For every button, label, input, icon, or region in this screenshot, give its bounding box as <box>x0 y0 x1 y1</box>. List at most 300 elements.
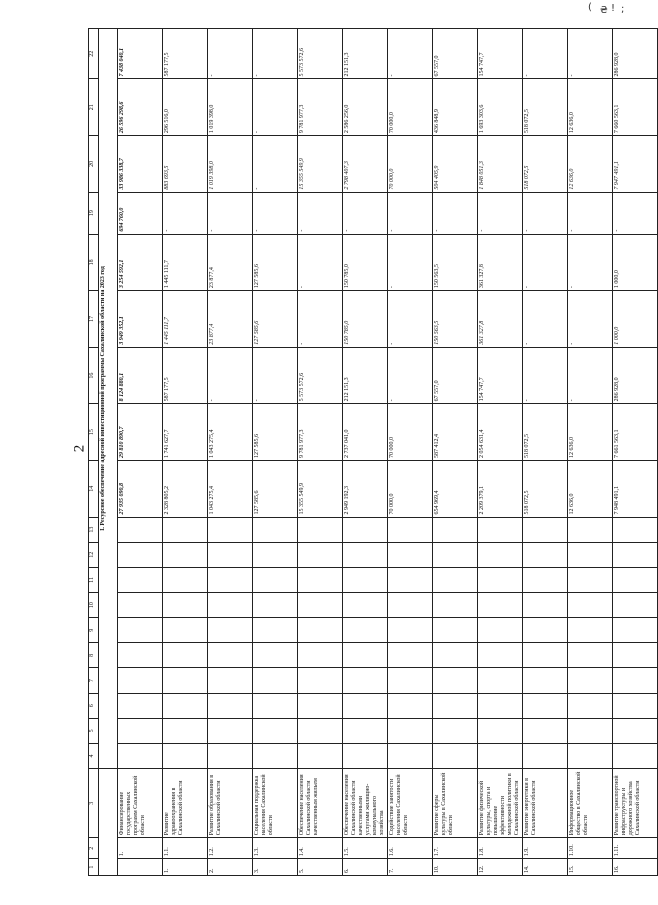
value-cell: 150 563,5 <box>433 234 478 291</box>
empty-cell <box>568 593 613 618</box>
empty-cell <box>433 517 478 542</box>
column-number: 1 <box>89 859 99 876</box>
empty-cell <box>298 567 343 592</box>
empty-cell <box>613 567 658 592</box>
empty-cell <box>433 718 478 743</box>
column-number: 22 <box>89 29 99 79</box>
empty-cell <box>118 618 163 643</box>
empty-cell <box>388 693 433 718</box>
value-cell: - <box>523 291 568 348</box>
row-number-cell: 14. <box>523 859 568 876</box>
value-cell: - <box>388 29 433 79</box>
value-cell: 26 596 298,6 <box>118 79 163 136</box>
empty-cell <box>568 618 613 643</box>
value-cell: 127 585,6 <box>253 460 298 517</box>
value-cell: - <box>253 29 298 79</box>
value-cell: - <box>388 192 433 234</box>
empty-cell <box>433 693 478 718</box>
value-cell: 1 019 398,0 <box>208 136 253 193</box>
empty-cell <box>613 668 658 693</box>
program-name-cell: Развитие здравоохранения в Сахалинской области <box>163 769 208 838</box>
empty-cell <box>523 593 568 618</box>
empty-cell <box>433 567 478 592</box>
empty-cell <box>163 643 208 668</box>
empty-cell <box>343 542 388 567</box>
column-number: 20 <box>89 136 99 193</box>
empty-cell <box>568 743 613 768</box>
column-number: 8 <box>89 643 99 668</box>
empty-cell <box>118 567 163 592</box>
empty-cell <box>298 718 343 743</box>
empty-cell <box>118 542 163 567</box>
table-row <box>523 29 568 876</box>
row-number-cell: 10. <box>433 859 478 876</box>
empty-cell <box>298 743 343 768</box>
empty-cell <box>523 668 568 693</box>
value-cell: - <box>568 234 613 291</box>
empty-cell <box>208 542 253 567</box>
value-cell: 2 798 407,3 <box>343 136 388 193</box>
value-cell: 5 573 572,6 <box>298 347 343 404</box>
empty-cell <box>523 517 568 542</box>
empty-cell <box>208 668 253 693</box>
value-cell: 127 585,6 <box>253 404 298 461</box>
row-number-cell: 1.5. <box>343 838 388 859</box>
value-cell: 15 355 549,9 <box>298 136 343 193</box>
value-cell: 694 760,0 <box>118 192 163 234</box>
value-cell: 29 810 890,7 <box>118 404 163 461</box>
empty-cell <box>253 693 298 718</box>
empty-cell <box>163 668 208 693</box>
empty-cell <box>523 542 568 567</box>
value-cell: - <box>208 192 253 234</box>
program-name-cell: Развитие транспортной инфраструктуры и дорожного хозяйства Сахалинской области <box>613 769 658 838</box>
value-cell: 286 928,0 <box>613 347 658 404</box>
value-cell: 70 000,0 <box>388 460 433 517</box>
empty-cell <box>163 567 208 592</box>
empty-cell <box>253 567 298 592</box>
value-cell: 2 586 256,0 <box>343 79 388 136</box>
empty-cell <box>343 567 388 592</box>
empty-cell <box>523 567 568 592</box>
row-number-cell: 16. <box>613 859 658 876</box>
value-cell: 23 877,4 <box>208 291 253 348</box>
value-cell: - <box>568 29 613 79</box>
program-name-cell: Социальная поддержка населения Сахалинской области <box>253 769 298 838</box>
empty-cell <box>478 693 523 718</box>
empty-cell <box>118 517 163 542</box>
value-cell: - <box>388 291 433 348</box>
value-cell: - <box>523 347 568 404</box>
column-number: 10 <box>89 593 99 618</box>
value-cell: 587 177,5 <box>163 29 208 79</box>
empty-cell <box>208 743 253 768</box>
value-cell: - <box>253 79 298 136</box>
column-number-row <box>89 29 99 876</box>
empty-cell <box>343 593 388 618</box>
empty-cell <box>298 593 343 618</box>
empty-cell <box>343 718 388 743</box>
empty-cell <box>208 593 253 618</box>
table-row <box>118 29 163 876</box>
value-cell: 15 355 549,9 <box>298 460 343 517</box>
value-cell: - <box>568 347 613 404</box>
title-spacer <box>99 769 118 876</box>
empty-cell <box>388 743 433 768</box>
row-number-cell: 1.2. <box>208 838 253 859</box>
empty-cell <box>253 743 298 768</box>
value-cell: 1 848 051,3 <box>478 136 523 193</box>
value-cell: 7 661 563,1 <box>613 404 658 461</box>
table-row <box>613 29 658 876</box>
value-cell: 286 928,0 <box>613 29 658 79</box>
value-cell: 150 785,0 <box>343 234 388 291</box>
empty-cell <box>163 517 208 542</box>
value-cell: 9 781 977,3 <box>298 79 343 136</box>
column-number: 16 <box>89 347 99 404</box>
empty-cell <box>208 718 253 743</box>
value-cell: 150 785,0 <box>343 291 388 348</box>
column-number: 5 <box>89 718 99 743</box>
column-number: 17 <box>89 291 99 348</box>
value-cell: 67 557,0 <box>433 347 478 404</box>
table-row <box>343 29 388 876</box>
empty-cell <box>478 643 523 668</box>
row-number-cell: 1. <box>118 838 163 859</box>
value-cell: 70 000,0 <box>388 136 433 193</box>
empty-cell <box>568 517 613 542</box>
value-cell: 27 935 090,8 <box>118 460 163 517</box>
value-cell: 150 563,5 <box>433 291 478 348</box>
row-number-cell: 15. <box>568 859 613 876</box>
empty-cell <box>568 643 613 668</box>
empty-cell <box>478 567 523 592</box>
empty-cell <box>253 517 298 542</box>
table-row <box>163 29 208 876</box>
empty-cell <box>163 593 208 618</box>
empty-cell <box>118 718 163 743</box>
value-cell: - <box>568 192 613 234</box>
program-name-cell: Развитие сферы культуры в Сахалинской области <box>433 769 478 838</box>
value-cell: 2 328 805,2 <box>163 460 208 517</box>
program-name-cell: Обеспечение населения Сахалинской области качественными услугами жилищно-коммунального хозяйства <box>343 769 388 838</box>
value-cell: 12 636,0 <box>568 79 613 136</box>
empty-cell <box>388 593 433 618</box>
empty-cell <box>343 743 388 768</box>
value-cell: - <box>208 347 253 404</box>
value-cell: 7 660 563,1 <box>613 79 658 136</box>
empty-cell <box>118 693 163 718</box>
column-number: 11 <box>89 567 99 592</box>
empty-cell <box>613 718 658 743</box>
empty-cell <box>343 693 388 718</box>
program-name-cell: Развитие энергетики в Сахалинской области <box>523 769 568 838</box>
value-cell: 883 693,5 <box>163 136 208 193</box>
value-cell: - <box>523 29 568 79</box>
empty-cell <box>523 618 568 643</box>
value-cell: 3 949 352,1 <box>118 291 163 348</box>
empty-cell <box>253 668 298 693</box>
empty-cell <box>343 618 388 643</box>
value-cell: 1 445 111,7 <box>163 291 208 348</box>
value-cell: - <box>298 234 343 291</box>
value-cell: 3 254 592,1 <box>118 234 163 291</box>
empty-cell <box>298 668 343 693</box>
value-cell: 436 848,9 <box>433 79 478 136</box>
value-cell: 70 000,0 <box>388 404 433 461</box>
table-row <box>478 29 523 876</box>
row-number-cell: 1.1. <box>163 838 208 859</box>
column-number: 7 <box>89 668 99 693</box>
value-cell: - <box>253 347 298 404</box>
rotated-table-wrapper <box>88 28 641 876</box>
program-name-cell: Развитие образования в Сахалинской области <box>208 769 253 838</box>
value-cell: 2 054 631,4 <box>478 404 523 461</box>
empty-cell <box>298 542 343 567</box>
empty-cell <box>613 743 658 768</box>
value-cell: 12 636,0 <box>568 460 613 517</box>
value-cell: 518 072,5 <box>523 460 568 517</box>
column-number: 15 <box>89 404 99 461</box>
value-cell: 518 072,5 <box>523 404 568 461</box>
table-title: I. Ресурсное обеспечение адресной инвестиционной программы Сахалинской области на 2023 год <box>99 29 118 769</box>
column-number: 3 <box>89 769 99 838</box>
table-row <box>568 29 613 876</box>
empty-cell <box>298 517 343 542</box>
page-number: 2 <box>71 444 88 453</box>
empty-cell <box>613 542 658 567</box>
value-cell: 296 516,0 <box>163 79 208 136</box>
value-cell: 7 948 491,1 <box>613 460 658 517</box>
empty-cell <box>388 567 433 592</box>
empty-cell <box>433 542 478 567</box>
value-cell: 12 636,0 <box>568 136 613 193</box>
empty-cell <box>613 517 658 542</box>
empty-cell <box>568 718 613 743</box>
value-cell: 5 573 572,6 <box>298 29 343 79</box>
title-row <box>99 29 118 876</box>
column-number: 14 <box>89 460 99 517</box>
value-cell: 33 986 338,7 <box>118 136 163 193</box>
row-number-cell: 1.9. <box>523 838 568 859</box>
value-cell: - <box>433 192 478 234</box>
empty-cell <box>253 643 298 668</box>
row-number-cell <box>118 859 163 876</box>
column-number: 4 <box>89 743 99 768</box>
column-number: 21 <box>89 79 99 136</box>
value-cell: 212 151,3 <box>343 29 388 79</box>
value-cell: - <box>523 192 568 234</box>
speck: ₴ <box>600 5 608 16</box>
value-cell: 8 124 880,1 <box>118 347 163 404</box>
table-row <box>208 29 253 876</box>
value-cell: 154 747,7 <box>478 347 523 404</box>
empty-cell <box>568 567 613 592</box>
empty-cell <box>433 743 478 768</box>
empty-cell <box>478 743 523 768</box>
empty-cell <box>208 567 253 592</box>
row-number-cell: 1.8. <box>478 838 523 859</box>
row-number-cell: 1.4. <box>298 838 343 859</box>
empty-cell <box>208 618 253 643</box>
value-cell: 1 019 398,0 <box>208 79 253 136</box>
value-cell: - <box>343 192 388 234</box>
value-cell: - <box>208 29 253 79</box>
value-cell: 587 177,5 <box>163 347 208 404</box>
table-row <box>388 29 433 876</box>
empty-cell <box>388 618 433 643</box>
empty-cell <box>478 718 523 743</box>
program-name-cell: Развитие физической культуры, спорта и повышение эффективности молодежной политики в Сахалинской области <box>478 769 523 838</box>
empty-cell <box>253 618 298 643</box>
row-number-cell: 1.11. <box>613 838 658 859</box>
value-cell: - <box>298 192 343 234</box>
value-cell: - <box>523 234 568 291</box>
value-cell: 67 557,0 <box>433 29 478 79</box>
empty-cell <box>433 618 478 643</box>
value-cell: 1 693 303,6 <box>478 79 523 136</box>
speck: ( <box>588 2 592 13</box>
row-number-cell: 1.6. <box>388 838 433 859</box>
empty-cell <box>343 668 388 693</box>
row-number-cell: 1.7. <box>433 838 478 859</box>
empty-cell <box>208 643 253 668</box>
empty-cell <box>568 542 613 567</box>
empty-cell <box>478 517 523 542</box>
value-cell: 212 151,3 <box>343 347 388 404</box>
row-number-cell: 5. <box>298 859 343 876</box>
program-name-cell: Финансирование государственных программ Сахалинской области <box>118 769 163 838</box>
speck: ! <box>611 3 616 14</box>
value-cell: 518 072,5 <box>523 136 568 193</box>
empty-cell <box>298 693 343 718</box>
empty-cell <box>523 718 568 743</box>
value-cell: 154 747,7 <box>478 29 523 79</box>
column-number: 6 <box>89 693 99 718</box>
empty-cell <box>118 593 163 618</box>
empty-cell <box>478 618 523 643</box>
empty-cell <box>613 693 658 718</box>
column-number: 9 <box>89 618 99 643</box>
empty-cell <box>298 618 343 643</box>
row-number-cell: 12. <box>478 859 523 876</box>
empty-cell <box>343 643 388 668</box>
empty-cell <box>253 718 298 743</box>
empty-cell <box>253 542 298 567</box>
value-cell: - <box>163 192 208 234</box>
empty-cell <box>613 593 658 618</box>
value-cell: - <box>613 192 658 234</box>
value-cell: 361 327,8 <box>478 291 523 348</box>
value-cell: - <box>478 192 523 234</box>
value-cell: - <box>568 291 613 348</box>
value-cell: 361 327,8 <box>478 234 523 291</box>
value-cell: 1 445 111,7 <box>163 234 208 291</box>
value-cell: 587 412,4 <box>433 404 478 461</box>
value-cell: 127 585,6 <box>253 234 298 291</box>
empty-cell <box>478 668 523 693</box>
table-row <box>433 29 478 876</box>
empty-cell <box>253 593 298 618</box>
program-name-cell: Обеспечение населения Сахалинской области качественным жильем <box>298 769 343 838</box>
empty-cell <box>118 643 163 668</box>
empty-cell <box>523 743 568 768</box>
empty-cell <box>433 643 478 668</box>
empty-cell <box>433 668 478 693</box>
column-number: 18 <box>89 234 99 291</box>
speck: ; <box>621 4 625 15</box>
column-number: 13 <box>89 517 99 542</box>
row-number-cell: 2. <box>208 859 253 876</box>
empty-cell <box>163 618 208 643</box>
value-cell: 2 949 192,3 <box>343 460 388 517</box>
empty-cell <box>118 743 163 768</box>
value-cell: 9 781 977,3 <box>298 404 343 461</box>
value-cell: 1 043 275,4 <box>208 404 253 461</box>
program-name-cell: Информационное общество в Сахалинской области <box>568 769 613 838</box>
row-number-cell: 1. <box>163 859 208 876</box>
row-number-cell: 7. <box>388 859 433 876</box>
empty-cell <box>388 542 433 567</box>
column-number: 12 <box>89 542 99 567</box>
empty-cell <box>298 643 343 668</box>
value-cell: - <box>253 192 298 234</box>
investment-table <box>88 28 658 876</box>
empty-cell <box>568 668 613 693</box>
value-cell: 504 405,9 <box>433 136 478 193</box>
value-cell: 654 969,4 <box>433 460 478 517</box>
table-row <box>253 29 298 876</box>
value-cell: 127 585,6 <box>253 291 298 348</box>
empty-cell <box>433 593 478 618</box>
empty-cell <box>163 693 208 718</box>
value-cell: 70 000,0 <box>388 79 433 136</box>
empty-cell <box>478 542 523 567</box>
empty-cell <box>208 517 253 542</box>
empty-cell <box>163 743 208 768</box>
value-cell: 1 043 275,4 <box>208 460 253 517</box>
empty-cell <box>343 517 388 542</box>
empty-cell <box>118 668 163 693</box>
value-cell: 1 000,0 <box>613 234 658 291</box>
value-cell: 7 947 491,1 <box>613 136 658 193</box>
empty-cell <box>478 593 523 618</box>
empty-cell <box>568 693 613 718</box>
empty-cell <box>388 718 433 743</box>
value-cell: 23 877,4 <box>208 234 253 291</box>
value-cell: 12 636,0 <box>568 404 613 461</box>
empty-cell <box>163 542 208 567</box>
value-cell: 1 000,0 <box>613 291 658 348</box>
table-row <box>298 29 343 876</box>
value-cell: 2 209 379,1 <box>478 460 523 517</box>
value-cell: - <box>388 234 433 291</box>
empty-cell <box>163 718 208 743</box>
column-number: 19 <box>89 192 99 234</box>
empty-cell <box>613 643 658 668</box>
empty-cell <box>523 693 568 718</box>
empty-cell <box>388 643 433 668</box>
empty-cell <box>523 643 568 668</box>
row-number-cell: 1.10. <box>568 838 613 859</box>
empty-cell <box>388 668 433 693</box>
value-cell: - <box>253 136 298 193</box>
value-cell: 1 741 627,7 <box>163 404 208 461</box>
column-number: 2 <box>89 838 99 859</box>
row-number-cell: 3. <box>253 859 298 876</box>
empty-cell <box>388 517 433 542</box>
empty-cell <box>613 618 658 643</box>
